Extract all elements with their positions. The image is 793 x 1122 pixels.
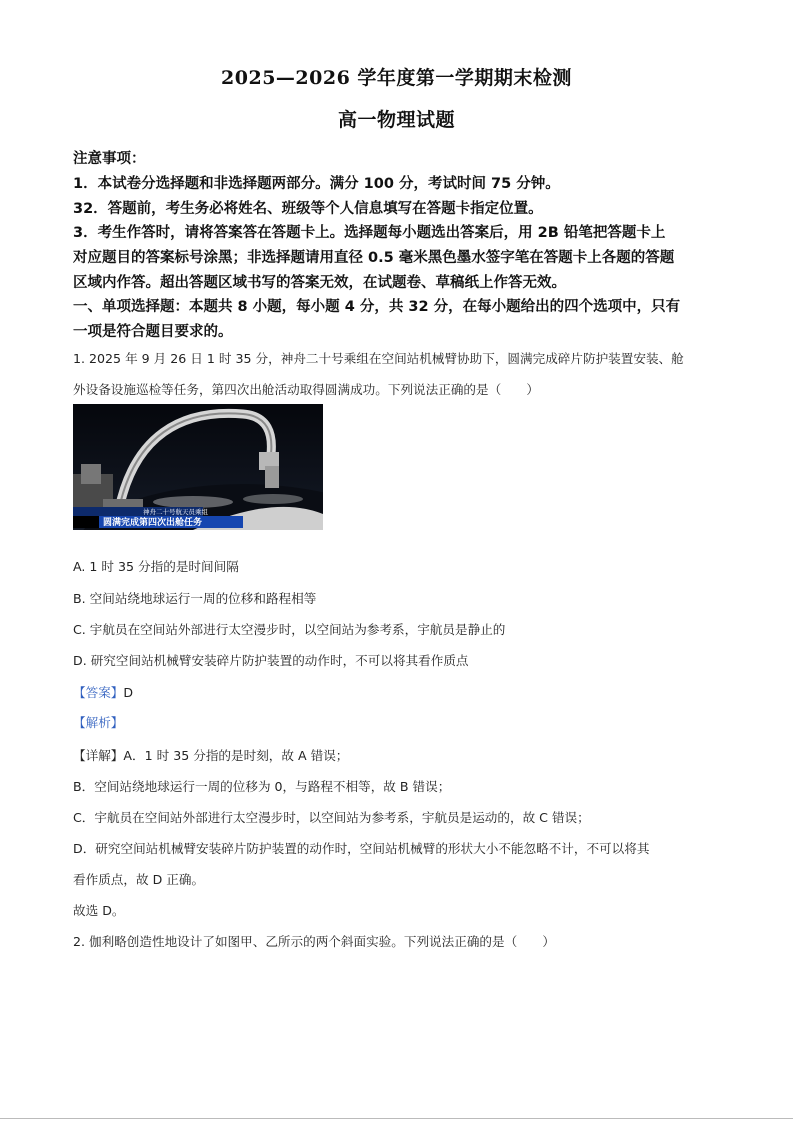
detail-a-text: A．1 时 35 分指的是时刻，故 A 错误； bbox=[123, 748, 349, 763]
q1-option-a: A. 1 时 35 分指的是时间间隔 bbox=[73, 559, 239, 574]
detail-d-line-1: D．研究空间站机械臂安装碎片防护装置的动作时，空间站机械臂的形状大小不能忽略不计，不可以将其 bbox=[73, 841, 650, 856]
detail-b: B．空间站绕地球运行一周的位移为 0，与路程不相等，故 B 错误； bbox=[73, 779, 451, 794]
notice-item-1: 1．本试卷分选择题和非选择题两部分。满分 100 分，考试时间 75 分钟。 bbox=[73, 176, 560, 192]
notice-item-3-line-2: 对应题目的答案标号涂黑；非选择题请用直径 0.5 毫米黑色墨水签字笔在答题卡上各题的答题 bbox=[73, 250, 675, 266]
detail-label: 【详解】 bbox=[73, 748, 124, 763]
q2-stem: 2. 伽利略创造性地设计了如图甲、乙所示的两个斜面实验。下列说法正确的是（ ） bbox=[73, 934, 555, 949]
notice-item-3-line-3: 区域内作答。超出答题区域书写的答案无效，在试题卷、草稿纸上作答无效。 bbox=[73, 275, 566, 291]
page-bottom-divider bbox=[0, 1118, 793, 1119]
photo-caption-top: 神舟二十号航天员乘组 bbox=[143, 508, 208, 516]
q1-option-d: D. 研究空间站机械臂安装碎片防护装置的动作时，不可以将其看作质点 bbox=[73, 653, 469, 668]
space-station-photo bbox=[73, 404, 323, 530]
detail-c: C．宇航员在空间站外部进行太空漫步时，以空间站为参考系，宇航员是运动的，故 C 错误； bbox=[73, 810, 590, 825]
analysis-label: 【解析】 bbox=[73, 715, 124, 730]
answer-value: D bbox=[123, 685, 134, 700]
q1-option-c: C. 宇航员在空间站外部进行太空漫步时，以空间站为参考系，宇航员是静止的 bbox=[73, 622, 506, 637]
answer-label: 【答案】 bbox=[73, 685, 124, 700]
q1-conclusion: 故选 D。 bbox=[73, 903, 125, 918]
q1-answer bbox=[73, 682, 133, 701]
notice-item-2: 32．答题前，考生务必将姓名、班级等个人信息填写在答题卡指定位置。 bbox=[73, 201, 543, 217]
notice-heading: 注意事项： bbox=[73, 151, 146, 167]
photo-caption: 圆满完成第四次出舱任务 bbox=[103, 518, 203, 528]
exam-title: 2025—2026 学年度第一学期期末检测 bbox=[221, 67, 572, 89]
q1-option-b: B. 空间站绕地球运行一周的位移和路程相等 bbox=[73, 591, 317, 606]
section-heading-line-1: 一、单项选择题：本题共 8 小题，每小题 4 分，共 32 分，在每小题给出的四个选项中，只有 bbox=[73, 299, 681, 315]
detail-d-line-2: 看作质点，故 D 正确。 bbox=[73, 872, 205, 887]
space-station-illustration bbox=[73, 404, 323, 530]
q1-stem-line-2: 外设备设施巡检等任务，第四次出舱活动取得圆满成功。下列说法正确的是（ ） bbox=[73, 382, 539, 397]
q1-stem-line-1: 1. 2025 年 9 月 26 日 1 时 35 分，神舟二十号乘组在空间站机械臂协助下，圆满完成碎片防护装置安装、舱 bbox=[73, 351, 684, 366]
section-heading-line-2: 一项是符合题目要求的。 bbox=[73, 324, 233, 340]
detail-a bbox=[73, 745, 348, 764]
notice-item-3-line-1: 3．考生作答时，请将答案答在答题卡上。选择题每小题选出答案后，用 2B 铅笔把答题卡上 bbox=[73, 225, 666, 241]
exam-subtitle: 高一物理试题 bbox=[337, 109, 455, 131]
